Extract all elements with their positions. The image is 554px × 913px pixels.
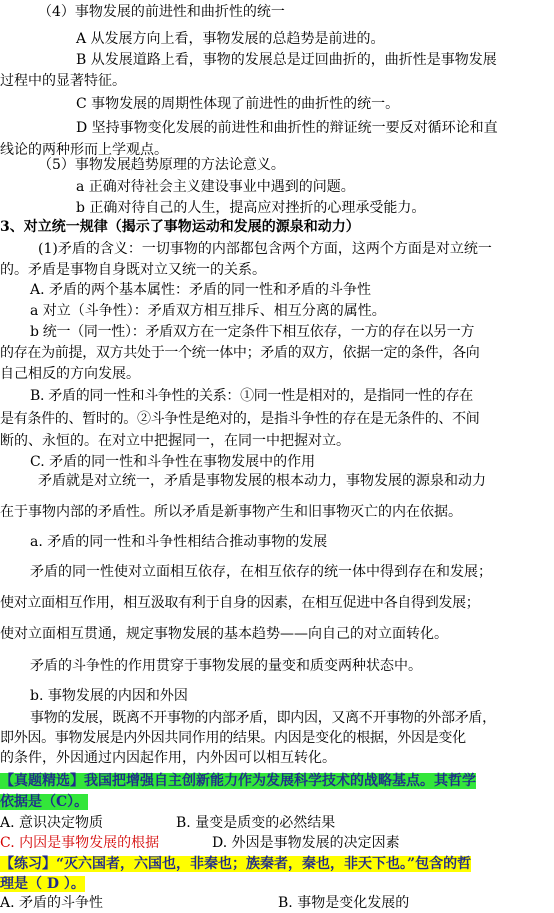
section-heading-3: 3、对立统一规律（揭示了事物运动和发展的源泉和动力） xyxy=(0,219,360,235)
text-line: A. 矛盾的两个基本属性：矛盾的同一性和矛盾的斗争性 xyxy=(30,282,372,298)
text-line: 即外因。事物发展是内外因共同作用的结果。内因是变化的根据，外因是变化 xyxy=(0,730,466,746)
text-line: a 对立（斗争性）：矛盾双方相互排斥、相互分离的属性。 xyxy=(30,303,386,319)
text-line: b 统一（同一性）：矛盾双方在一定条件下相互依存，一方的存在以另一方 xyxy=(30,324,475,340)
text-line: B 从发展道路上看，事物的发展总是迂回曲折的，曲折性是事物发展 xyxy=(76,52,497,68)
text-line: 的条件，外因通过内因起作用，内外因可以相互转化。 xyxy=(0,750,336,766)
text-line: a 正确对待社会主义建设事业中遇到的问题。 xyxy=(76,179,355,195)
exam-question-answer: 依据是（C）。 xyxy=(0,794,89,810)
practice-question-cont xyxy=(0,874,554,894)
text-line: 是有条件的、暂时的。②斗争性是绝对的，是指斗争性的存在是无条件的、不间 xyxy=(0,411,480,427)
text-line: 事物的发展，既离不开事物的内部矛盾，即内因，又离不开事物的外部矛盾， xyxy=(30,710,496,726)
practice-answer: 理是（ D ）。 xyxy=(0,876,85,892)
text-line: 的存在为前提，双方共处于一个统一体中；矛盾的双方，依据一定的条件，各向 xyxy=(0,345,480,361)
text-line: C 事物发展的周期性体现了前进性的曲折性的统一。 xyxy=(76,96,400,112)
option-d: D. 外因是事物发展的决定因素 xyxy=(212,835,400,851)
text-line: a. 矛盾的同一性和斗争性相结合推动事物的发展 xyxy=(30,534,328,550)
text-line: 过程中的显著特征。 xyxy=(0,73,126,89)
text-line: 的。矛盾是事物自身既对立又统一的关系。 xyxy=(0,262,266,278)
text-line: 断的、永恒的。在对立中把握同一，在同一中把握对立。 xyxy=(0,433,350,449)
options-row xyxy=(0,893,554,913)
option-a: A. 意识决定物质 xyxy=(0,815,104,831)
heading-4: （4）事物发展的前进性和曲折性的统一 xyxy=(38,4,285,20)
options-row xyxy=(0,813,554,833)
text-line: B. 矛盾的同一性和斗争性的关系：①同一性是相对的，是指同一性的存在 xyxy=(30,388,473,404)
text-line: 矛盾就是对立统一，矛盾是事物发展的根本动力，事物发展的源泉和动力 xyxy=(38,473,486,489)
text-line: D 坚持事物变化发展的前进性和曲折性的辩证统一要反对循环论和直 xyxy=(76,120,498,136)
text-line: (1)矛盾的含义：一切事物的内部都包含两个方面，这两个方面是对立统一 xyxy=(38,241,492,257)
text-line: 使对立面相互作用，相互汲取有利于自身的因素，在相互促进中各自得到发展； xyxy=(0,595,480,611)
option-a: A. 矛盾的斗争性 xyxy=(0,895,104,911)
practice-label: 【练习】 xyxy=(0,856,56,872)
heading-5: （5）事物发展趋势原理的方法论意义。 xyxy=(38,157,285,173)
text-line: b 正确对待自己的人生，提高应对挫折的心理承受能力。 xyxy=(76,200,426,216)
text-line: 矛盾的斗争性的作用贯穿于事物发展的量变和质变两种状态中。 xyxy=(30,658,422,674)
option-c: C. 内因是事物发展的根据 xyxy=(0,835,160,851)
exam-question xyxy=(0,771,554,791)
text-line: 线论的两种形而上学观点。 xyxy=(0,142,168,158)
practice-text: “灭六国者，六国也，非秦也；族秦者，秦也，非天下也。”包含的哲 xyxy=(56,856,472,872)
text-line: 在于事物内部的矛盾性。所以矛盾是新事物产生和旧事物灭亡的内在依据。 xyxy=(0,504,462,520)
text-line: b. 事物发展的内因和外因 xyxy=(30,688,188,704)
practice-question xyxy=(0,854,554,874)
options-row xyxy=(0,833,554,853)
exam-question-text: 【真题精选】我国把增强自主创新能力作为发展科学技术的战略基点。其哲学 xyxy=(0,773,476,789)
option-b: B. 量变是质变的必然结果 xyxy=(176,815,336,831)
text-line: C. 矛盾的同一性和斗争性在事物发展中的作用 xyxy=(30,454,316,470)
option-b: B. 事物是变化发展的 xyxy=(278,895,410,911)
exam-question-cont xyxy=(0,792,554,812)
text-line: A 从发展方向上看，事物发展的总趋势是前进的。 xyxy=(76,31,385,47)
text-line: 自己相反的方向发展。 xyxy=(0,366,140,382)
text-line: 使对立面相互贯通，规定事物发展的基本趋势——向自己的对立面转化。 xyxy=(0,626,448,642)
text-line: 矛盾的同一性使对立面相互依存，在相互依存的统一体中得到存在和发展； xyxy=(30,564,492,580)
